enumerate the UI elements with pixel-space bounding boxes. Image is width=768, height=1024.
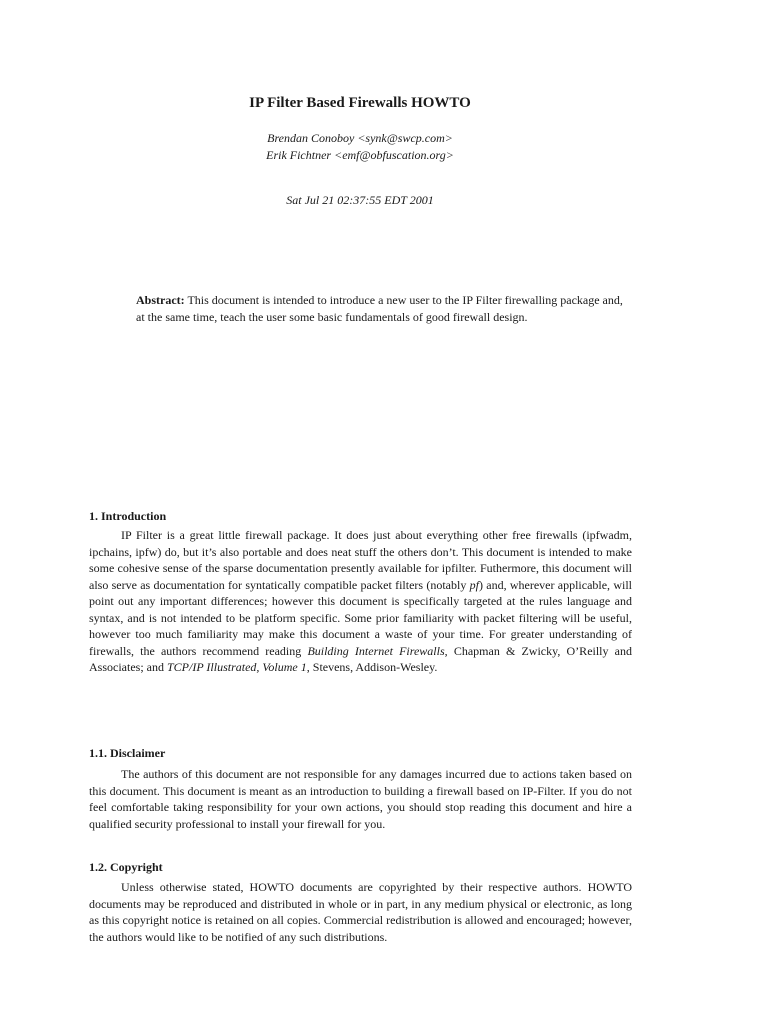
section-heading-disclaimer: 1.1. Disclaimer [89,746,166,760]
intro-book-1: Building Internet Firewalls [307,643,445,658]
intro-pf: pf [469,577,479,592]
author-list [0,130,720,164]
introduction-paragraph [89,527,632,676]
author-line: Brendan Conoboy <synk@swcp.com> [267,131,453,145]
abstract-text: This document is intended to introduce a new user to the IP Filter firewalling package and, at the same time, teach the user some basic fundamentals of good firewall design. [136,293,623,324]
intro-text-1: IP Filter is a great little firewall package. It does just about everything other free firewalls (ipfwadm, ipchains, ipfw) do, but it’s also portable and does neat stuff the others don’t. This document is intended to make some cohesive sense of the sparse documentation presently available for ipfilter. Futhermore, this document will also serve as documentation for syntatically compatible packet filters (notably [89,528,632,592]
disclaimer-paragraph: The authors of this document are not responsible for any damages incurred due to actions taken based on this document. This document is meant as an introduction to building a firewall based on IP-Filter. If you do not feel comfortable taking responsibility for your own actions, you should stop reading this document and hire a qualified security professional to install your firewall for you. [89,767,632,831]
intro-book-2: TCP/IP Illustrated, Volume 1 [166,660,307,674]
author-line: Erik Fichtner <emf@obfuscation.org> [266,148,454,162]
section-heading-introduction: 1. Introduction [89,509,167,523]
intro-text-3: , Chapman & Zwicky, O’Reilly and Associates; and [89,643,633,674]
abstract [136,292,632,325]
document-date: Sat Jul 21 02:37:55 EDT 2001 [286,193,434,207]
copyright-paragraph: Unless otherwise stated, HOWTO documents are copyrighted by their respective authors. HOWTO documents may be reproduced and distributed in whole or in part, in any medium physical or electronic, as long as this copyright notice is retained on all copies. Commercial redistribution is allowed and encouraged; however, the authors would like to be notified of any such distributions. [89,880,632,944]
section-heading-copyright: 1.2. Copyright [89,860,163,874]
document-title: IP Filter Based Firewalls HOWTO [249,95,471,111]
intro-text-2: ) and, wherever applicable, will point out any important differences; however this document is specifically targeted at the rules language and syntax, and is not intended to be platform specific. Some prior familiarity with packet filtering will be useful, however too much familiarity may make this document a waste of your time. For greater understanding of firewalls, the authors recommend reading [89,577,632,658]
abstract-label: Abstract: [136,293,185,307]
intro-text-4: , Stevens, Addison-Wesley. [306,660,438,674]
